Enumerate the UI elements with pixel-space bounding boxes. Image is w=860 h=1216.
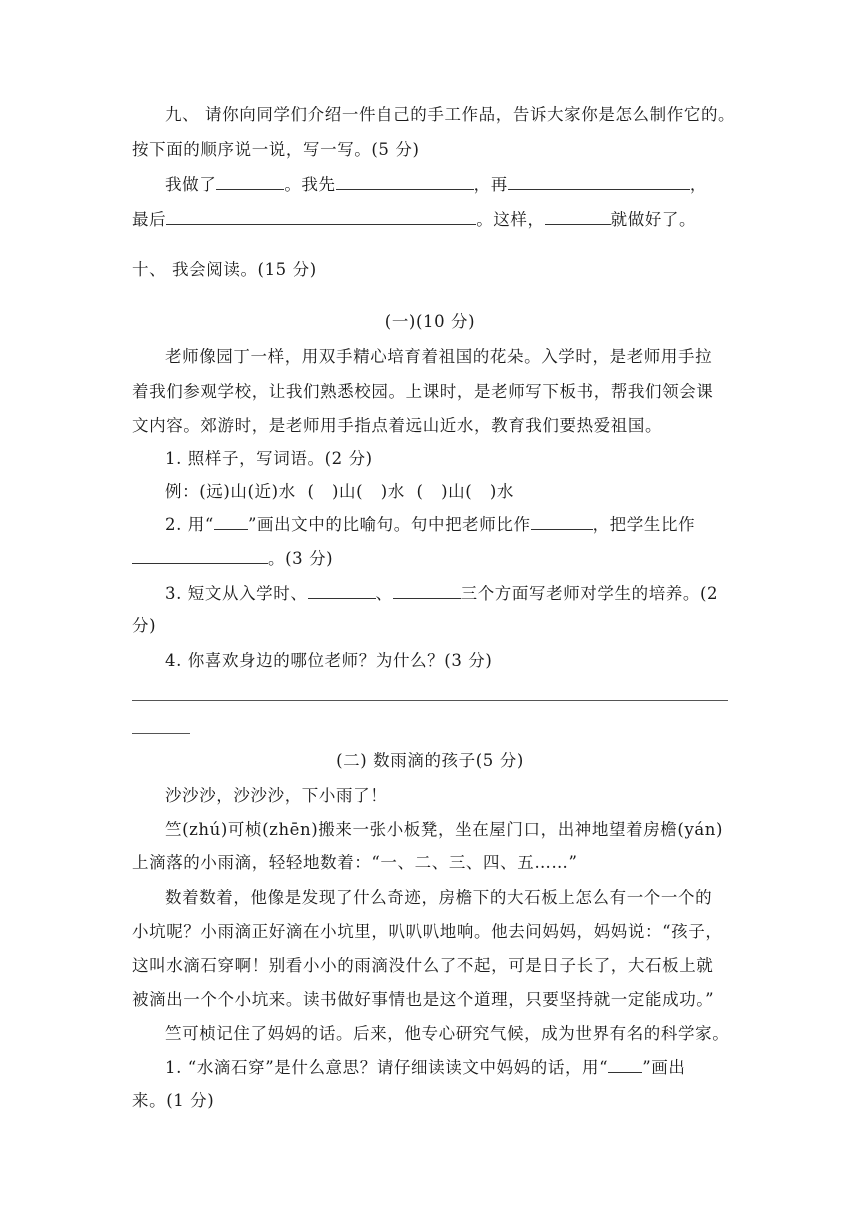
part2-para-3-line-3: 这叫水滴石穿啊！别看小小的雨滴没什么了不起，可是日子长了，大石板上就 — [132, 956, 714, 975]
q9-this-way-label: 。这样， — [476, 210, 545, 229]
q9-last-label: 最后 — [132, 210, 167, 229]
q9-then-blank[interactable] — [508, 173, 690, 190]
part1-q2-line-1 — [165, 513, 695, 537]
part1-q2-underline-sample — [214, 513, 248, 530]
part2-para-3-line-2: 小坑呢？小雨滴正好滴在小坑里，叭叭叭地响。他去问妈妈，妈妈说：“孩子， — [132, 922, 723, 941]
part1-q1: 1. 照样子，写词语。(2 分) — [165, 449, 373, 468]
part1-q3-line-1 — [165, 582, 718, 606]
part1-q3-line-2: 分) — [132, 616, 157, 635]
q9-then-label: ，再 — [473, 175, 508, 194]
part1-q3-prefix: 3. 短文从入学时、 — [165, 584, 308, 603]
part2-para-4: 竺可桢记住了妈妈的话。后来，他专心研究气候，成为世界有名的科学家。 — [165, 1024, 730, 1043]
q9-done-blank[interactable] — [545, 208, 611, 225]
part1-para-line-1: 老师像园丁一样，用双手精心培育着祖国的花朵。入学时，是老师用手拉 — [165, 347, 713, 366]
part1-q3-blank-1[interactable] — [308, 582, 376, 599]
q9-line-2: 按下面的顺序说一说，写一写。(5 分) — [132, 140, 420, 159]
part2-para-2-line-2: 上滴落的小雨滴，轻轻地数着：“一、二、三、四、五……” — [132, 853, 578, 872]
part2-q1-prefix: 1. “水滴石穿”是什么意思？请仔细读读文中妈妈的话，用“ — [165, 1058, 609, 1077]
q9-made-label: 我做了 — [165, 175, 217, 194]
part2-q1-line-2: 来。(1 分) — [132, 1091, 215, 1110]
part1-q2-score: 。(3 分) — [268, 549, 334, 568]
part2-q1-underline-sample — [608, 1056, 642, 1073]
part2-q1-suffix: ”画出 — [642, 1058, 686, 1077]
part1-q2-prefix: 2. 用“ — [165, 515, 214, 534]
part1-q3-sep: 、 — [375, 584, 393, 603]
part1-q3-suffix: 三个方面写老师对学生的培养。(2 — [460, 584, 719, 603]
part1-q4-answer-line-1[interactable] — [132, 700, 728, 701]
q9-line-1: 九、 请你向同学们介绍一件自己的手工作品，告诉大家你是怎么制作它的。 — [165, 105, 736, 124]
q9-comma: ， — [689, 175, 707, 194]
part2-para-3-line-4: 被滴出一个个小坑来。读书做好事情也是这个道理，只要坚持就一定能成功。” — [132, 990, 715, 1009]
q9-done-label: 就做好了。 — [610, 210, 697, 229]
q9-line-4 — [132, 208, 696, 232]
q10-title: 十、 我会阅读。(15 分) — [132, 260, 317, 279]
part1-q2-student-blank[interactable] — [132, 547, 268, 564]
part1-q1-example: 例：(远)山(近)水 ( )山( )水 ( )山( )水 — [165, 482, 514, 501]
part2-q1-line-1 — [165, 1056, 685, 1080]
q9-last-blank[interactable] — [166, 208, 476, 225]
part1-para-line-3: 文内容。郊游时，是老师用手指点着远山近水，教育我们要热爱祖国。 — [132, 416, 663, 435]
part1-q2-mid: ”画出文中的比喻句。句中把老师比作 — [247, 515, 531, 534]
part2-para-1: 沙沙沙，沙沙沙，下小雨了！ — [165, 786, 388, 805]
part1-q4-answer-line-2[interactable] — [132, 733, 190, 734]
part1-q3-blank-2[interactable] — [393, 582, 461, 599]
part1-heading: (一)(10 分) — [384, 312, 476, 331]
part1-q2-line-2 — [132, 547, 333, 571]
part2-para-3-line-1: 数着数着，他像是发现了什么奇迹，房檐下的大石板上怎么有一个一个的 — [165, 888, 713, 907]
part1-q2-teacher-blank[interactable] — [531, 513, 593, 530]
q9-first-label: 。我先 — [284, 175, 336, 194]
q9-first-blank[interactable] — [336, 173, 474, 190]
part1-para-line-2: 着我们参观学校，让我们熟悉校园。上课时，是老师写下板书，帮我们领会课 — [132, 382, 714, 401]
part1-q4: 4. 你喜欢身边的哪位老师？为什么？(3 分) — [165, 651, 493, 670]
part1-q2-student-label: ，把学生比作 — [592, 515, 696, 534]
part2-para-2-line-1: 竺(zhú)可桢(zhēn)搬来一张小板凳，坐在屋门口，出神地望着房檐(yán) — [165, 820, 724, 839]
q9-made-blank[interactable] — [216, 173, 284, 190]
q9-line-3 — [165, 173, 707, 197]
part2-heading: (二) 数雨滴的孩子(5 分) — [336, 751, 524, 770]
